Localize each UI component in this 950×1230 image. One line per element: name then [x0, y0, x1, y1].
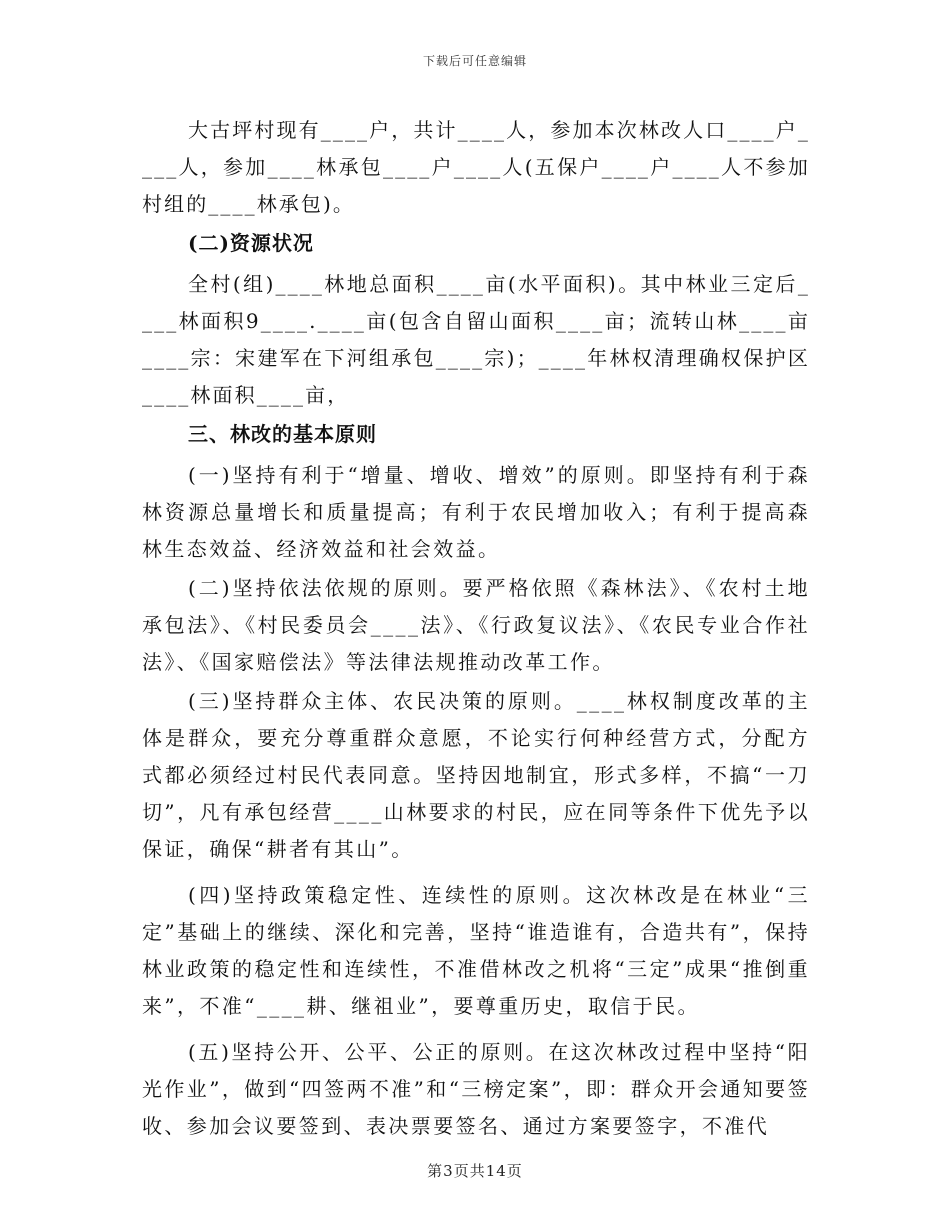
paragraph-resources: 全村(组)____林地总面积____亩(水平面积)。其中林业三定后____林面积9____.____亩(包含自留山面积____亩；流转山林____亩____宗：宋建军在下河组承包____宗)；____年林权清理确权保护区____林面积____亩， — [142, 272, 810, 407]
header-note: 下载后可任意编辑 — [422, 54, 527, 68]
paragraph-principle-1: (一)坚持有利于“增量、增收、增效”的原则。即坚持有利于森林资源总量增长和质量提高；有利于农民增加收入；有利于提高森林生态效益、经济效益和社会效益。 — [142, 463, 810, 561]
paragraph-population: 大古坪村现有____户，共计____人，参加本次林改人口____户____人，参加____林承包____户____人(五保户____户____人不参加村组的____林承包)。 — [142, 118, 810, 216]
document-body — [142, 112, 810, 1145]
paragraph-principle-3: (三)坚持群众主体、农民决策的原则。____林权制度改革的主体是群众，要充分尊重群众意愿，不论实行何种经营方式，分配方式都必须经过村民代表同意。坚持因地制宜，形式多样，不搞“一刀切”，凡有承包经营____山林要求的村民，应在同等条件下优先予以保证，确保“耕者有其山”。 — [142, 689, 810, 861]
page-number: 第3页共14页 — [427, 1162, 523, 1180]
paragraph-principle-4: (四)坚持政策稳定性、连续性的原则。这次林改是在林业“三定”基础上的继续、深化和完善，坚持“谁造谁有，合造共有”，保持林业政策的稳定性和连续性，不准借林改之机将“三定”成果“推倒重来”，不准“____耕、继祖业”，要尊重历史，取信于民。 — [142, 883, 810, 1018]
section-heading-resources: (二)资源状况 — [188, 231, 314, 255]
section-heading-principles: 三、林改的基本原则 — [188, 422, 377, 446]
paragraph-principle-5: (五)坚持公开、公平、公正的原则。在这次林改过程中坚持“阳光作业”，做到“四签两不准”和“三榜定案”，即：群众开会通知要签收、参加会议要签到、表决票要签名、通过方案要签字，不准代 — [142, 1040, 810, 1138]
spacer — [142, 868, 810, 877]
paragraph-principle-2: (二)坚持依法依规的原则。要严格依照《森林法》、《农村土地承包法》、《村民委员会____法》、《行政复议法》、《农民专业合作社法》、《国家赔偿法》等法律法规推动改革工作。 — [142, 576, 810, 674]
spacer — [142, 1025, 810, 1034]
